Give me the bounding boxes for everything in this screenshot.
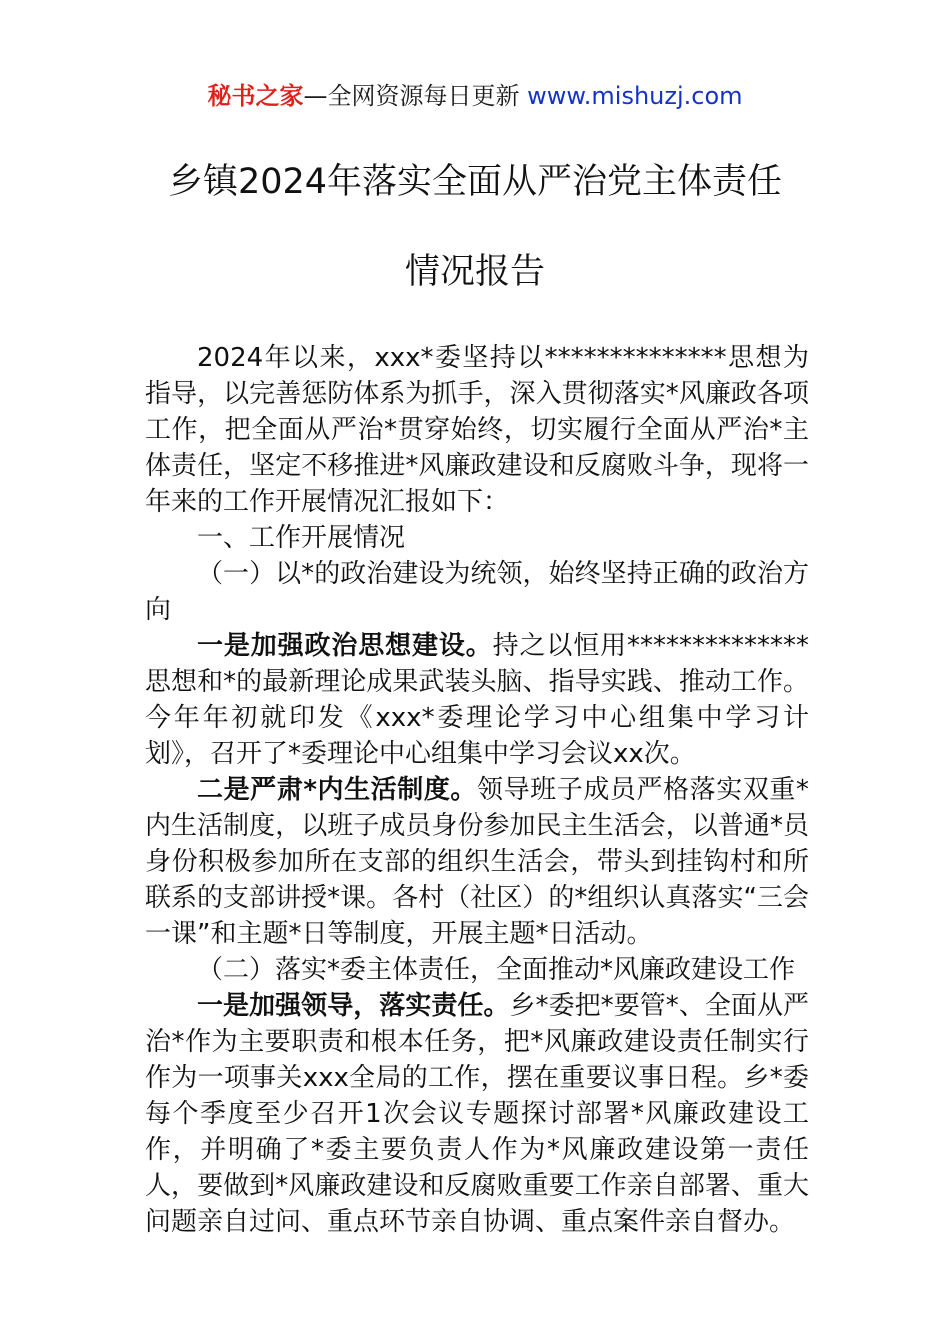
paragraph-lead: 一是加强领导，落实责任。 <box>197 991 510 1021</box>
body-paragraph <box>145 772 809 952</box>
intro-paragraph: 2024年以来，xxx*委坚持以**************思想为指导，以完善惩防体系为抓手，深入贯彻落实*风廉政各项工作，把全面从严治*贯穿始终，切实履行全面从严治*主体责任，坚定不移推进*风廉政建设和反腐败斗争，现将一年来的工作开展情况汇报如下： <box>145 343 809 517</box>
paragraph-lead: 二是严肃*内生活制度。 <box>197 775 477 805</box>
site-url-link[interactable]: www.mishuzj.com <box>527 82 743 110</box>
header-banner <box>0 80 950 112</box>
body-paragraph <box>145 988 809 1240</box>
body-paragraph <box>145 628 809 772</box>
subsection-heading-1: （一）以*的政治建设为统领，始终坚持正确的政治方向 <box>145 559 809 625</box>
paragraph-lead: 一是加强政治思想建设。 <box>197 631 493 661</box>
document-body <box>145 340 809 1240</box>
subsection-heading-2: （二）落实*委主体责任，全面推动*风廉政建设工作 <box>197 955 796 985</box>
document-title-line-2: 情况报告 <box>404 252 545 292</box>
site-slogan: —全网资源每日更新 <box>303 82 520 110</box>
document-title-line-1: 乡镇2024年落实全面从严治党主体责任 <box>167 162 783 202</box>
paragraph-text: 乡*委把*要管*、全面从严治*作为主要职责和根本任务，把*风廉政建设责任制实行作为一项事关xxx全局的工作，摆在重要议事日程。乡*委每个季度至少召开1次会议专题探讨部署*风廉政建设工作，并明确了*委主要负责人作为*风廉政建设第一责任人，要做到*风廉政建设和反腐败重要工作亲自部署、重大问题亲自过问、重点环节亲自协调、重点案件亲自督办。 <box>145 991 809 1237</box>
site-name: 秘书之家 <box>207 82 304 110</box>
paragraph-text: 领导班子成员严格落实双重*内生活制度，以班子成员身份参加民主生活会，以普通*员身份积极参加所在支部的组织生活会，带头到挂钩村和所联系的支部讲授*课。各村（社区）的*组织认真落实“三会一课”和主题*日等制度，开展主题*日活动。 <box>145 775 809 949</box>
paragraph-text: 持之以恒用**************思想和*的最新理论成果武装头脑、指导实践、推动工作。今年年初就印发《xxx*委理论学习中心组集中学习计划》，召开了*委理论中心组集中学习会议xx次。 <box>145 631 809 769</box>
section-heading-1: 一、工作开展情况 <box>197 523 406 553</box>
